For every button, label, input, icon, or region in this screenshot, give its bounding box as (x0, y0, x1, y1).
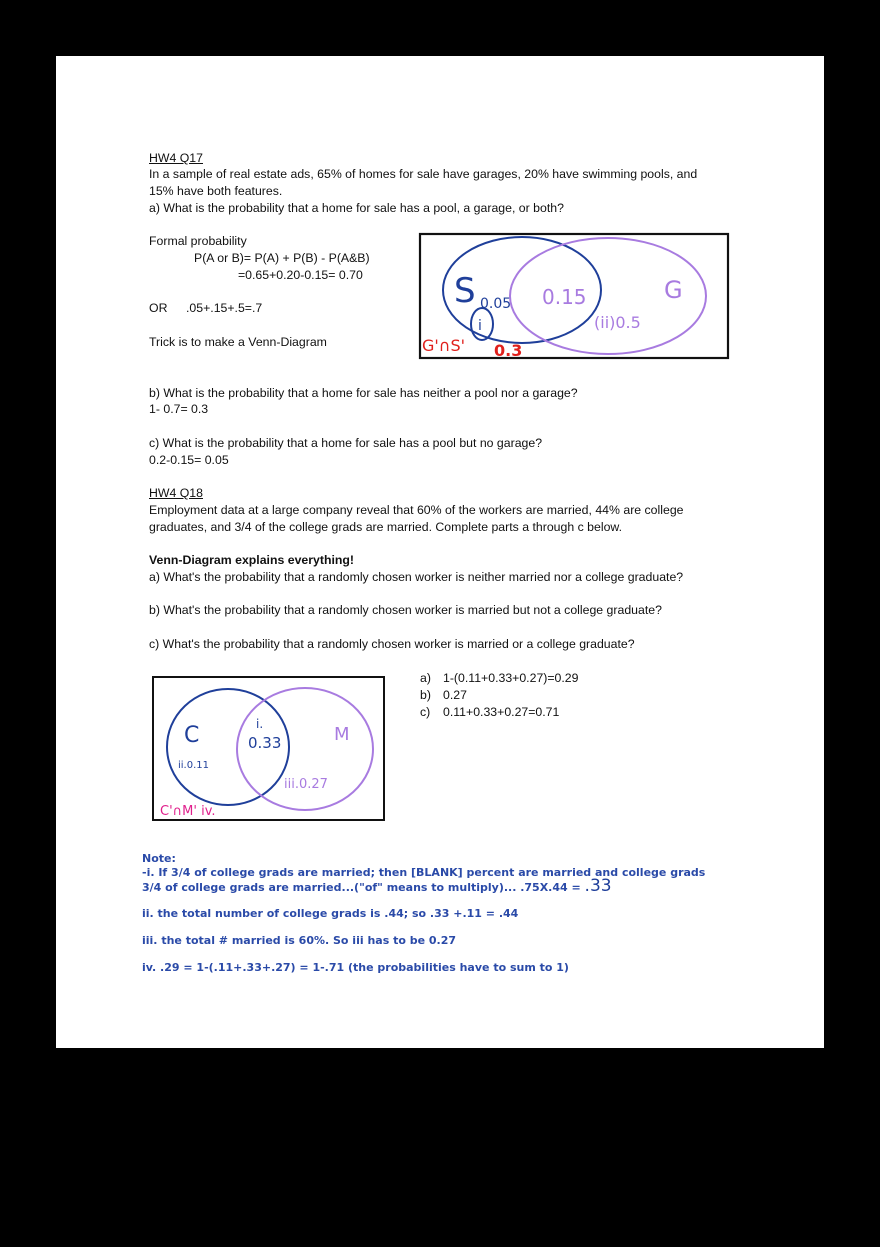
q18-part-c: c) What's the probability that a randomly chosen worker is married or a college graduate? (149, 637, 635, 651)
college-only-value: ii.0.11 (178, 760, 210, 771)
q17-intro-line2: 15% have both features. (149, 184, 283, 198)
formal-probability-label: Formal probability (149, 234, 247, 248)
outside-label: G'∩S' (422, 336, 466, 355)
q18-heading: HW4 Q18 (149, 486, 203, 500)
q17-intro-line1: In a sample of real estate ads, 65% of homes for sale have garages, 20% have swimming pools, and (149, 167, 698, 181)
set-label-c: C (184, 723, 200, 748)
answer-label: b) (420, 688, 431, 702)
answer-value: 1-(0.11+0.33+0.27)=0.29 (443, 671, 579, 685)
note-ii: ii. the total number of college grads is .44; so .33 +.11 = .44 (142, 907, 519, 920)
region-i-label: i (478, 318, 482, 334)
trick-text: Trick is to make a Venn-Diagram (149, 335, 327, 349)
q17-part-b: b) What is the probability that a home for sale has neither a pool nor a garage? (149, 386, 578, 400)
answer-label: a) (420, 671, 431, 685)
note-iv: iv. .29 = 1-(.11+.33+.27) = 1-.71 (the probabilities have to sum to 1) (142, 961, 569, 974)
document-page (56, 56, 824, 1048)
notes-title: Note: (142, 852, 176, 865)
q17-heading: HW4 Q17 (149, 151, 203, 165)
answer-label: c) (420, 705, 431, 719)
q17-part-a: a) What is the probability that a home for sale has a pool, a garage, or both? (149, 201, 564, 215)
q17-part-c-answer: 0.2-0.15= 0.05 (149, 453, 229, 467)
pool-only-value: 0.05 (480, 296, 512, 312)
note-i-line2: 3/4 of college grads are married...("of" means to multiply)... .75X.44 = .33 (142, 876, 612, 896)
overlap-marker: i. (256, 717, 264, 731)
married-only-value: iii.0.27 (284, 777, 328, 792)
garage-only-value: (ii)0.5 (594, 313, 641, 332)
outside-value: 0.3 (494, 341, 523, 360)
set-label-g: G (664, 276, 683, 304)
q18-intro-line1: Employment data at a large company reveal that 60% of the workers are married, 44% are college (149, 503, 684, 517)
or-calc: .05+.15+.5=.7 (186, 301, 263, 315)
q18-part-b: b) What's the probability that a randomly chosen worker is married but not a college graduate? (149, 603, 662, 617)
note-i-line1: -i. If 3/4 of college grads are married; then [BLANK] percent are married and college grads (142, 866, 706, 879)
q18-emphasis: Venn-Diagram explains everything! (149, 553, 355, 567)
q18-venn-diagram (152, 676, 386, 822)
q17-part-c: c) What is the probability that a home for sale has a pool but no garage? (149, 436, 543, 450)
formula-calc: =0.65+0.20-0.15= 0.70 (238, 268, 363, 282)
q18-intro-line2: graduates, and 3/4 of the college grads are married. Complete parts a through c below. (149, 520, 623, 534)
q17-part-b-answer: 1- 0.7= 0.3 (149, 402, 209, 416)
outside-label: C'∩M' iv. (160, 804, 216, 819)
note-iii: iii. the total # married is 60%. So iii has to be 0.27 (142, 934, 457, 947)
formula: P(A or B)= P(A) + P(B) - P(A&B) (194, 251, 370, 265)
overlap-value: 0.15 (542, 285, 587, 309)
answer-value: 0.27 (443, 688, 467, 702)
q18-part-a: a) What's the probability that a randomly chosen worker is neither married nor a college graduate? (149, 570, 684, 584)
answer-value: 0.11+0.33+0.27=0.71 (443, 705, 560, 719)
overlap-value: 0.33 (248, 734, 282, 752)
handwritten-answer: .33 (584, 876, 612, 896)
set-label-s: S (454, 271, 476, 311)
q17-venn-diagram (418, 232, 730, 360)
set-label-m: M (334, 724, 350, 745)
or-label: OR (149, 301, 168, 315)
